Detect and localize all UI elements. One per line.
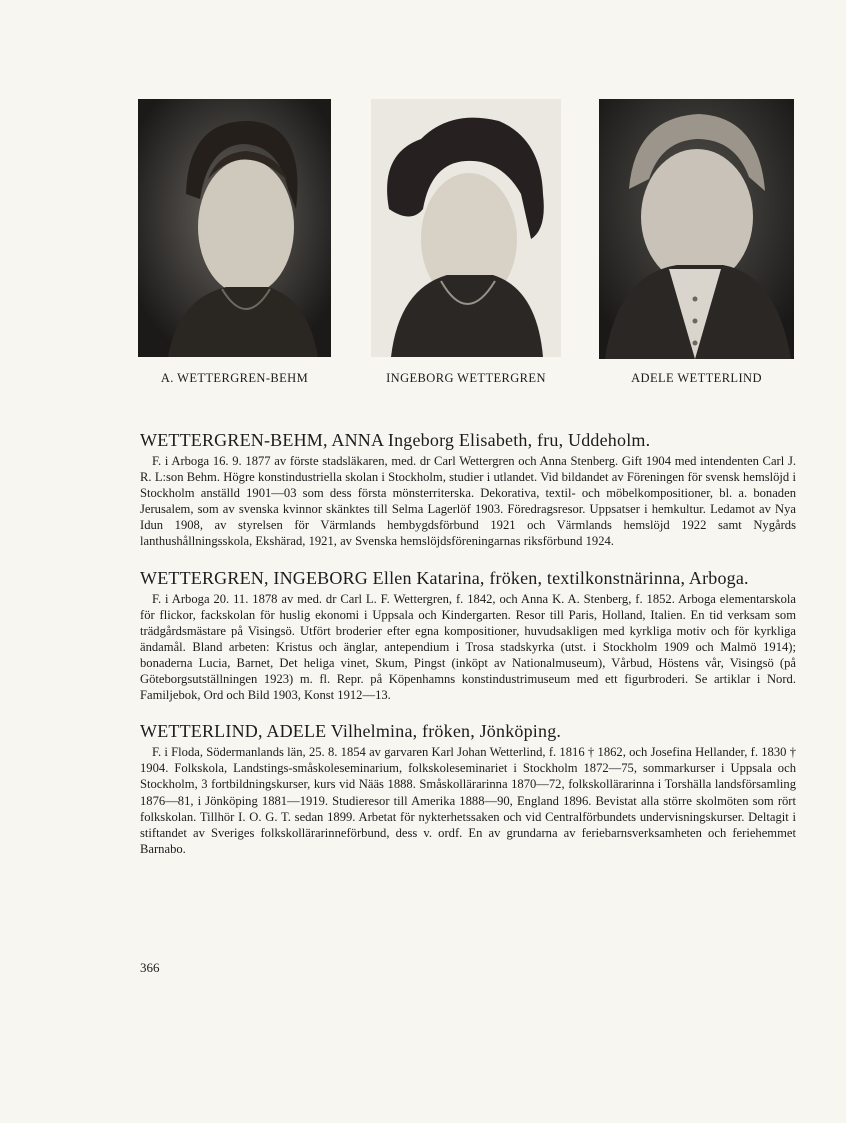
portrait-caption: INGEBORG WETTERGREN	[386, 371, 546, 385]
entry-body: F. i Arboga 20. 11. 1878 av med. dr Carl L. F. Wettergren, f. 1842, och Anna K. A. Stenberg, f. 1852. Arboga elementarskola för flickor, fackskolan för huslig ekonomi i Uppsala och Kindergarten. Resor till Paris, Holland, Italien. En tid verksam som trädgårdsmästare på Visingsö. Utfört broderier efter egna kompositioner, huvudsakligen med kyrkliga motiv och för kyrkliga ändamål. Bland arbeten: Kristus och änglar, antependium i Trosa stadskyrka (utst. i Stockholm 1909 och Malmö 1914); bonaderna Lucia, Barnet, Det heliga vinet, Skum, Pingst (inköpt av Nationalmuseum), Vårbud, Höstens vår, Visingsö (på Göteborgsutställningen 1923) m. fl. Repr. på Köpenhamns konstindustrimuseum med ett figurbroderi. Se artiklar i Nord. Familjebok, Ord och Bild 1903, Konst 1912—13.	[140, 591, 796, 703]
entry-heading: WETTERLIND, ADELE Vilhelmina, fröken, Jönköping.	[140, 721, 562, 742]
biography-entry	[140, 430, 796, 550]
portrait-caption: ADELE WETTERLIND	[631, 371, 762, 385]
portrait-row	[138, 99, 794, 399]
portrait-image	[138, 99, 331, 357]
biography-entries	[140, 430, 796, 875]
biography-entry	[140, 721, 796, 857]
portrait-image	[599, 99, 794, 359]
entry-heading: WETTERGREN, INGEBORG Ellen Katarina, fröken, textilkonstnärinna, Arboga.	[140, 567, 749, 588]
portrait-caption: A. WETTERGREN-BEHM	[160, 371, 309, 385]
portrait-adele-wetterlind	[599, 99, 794, 385]
entry-body: F. i Floda, Södermanlands län, 25. 8. 1854 av garvaren Karl Johan Wetterlind, f. 1816 † 1862, och Josefina Hellander, f. 1830 † 1904. Folkskola, Landstings-småskoleseminarium, folkskoleseminariet i Stockholm 1872—75, sommarkurser i Uppsala och Stockholm, 3 fortbildningskurser, kurs vid Nääs 1888. Småskollärarinna 1870—72, folkskollärarinna i Torshälla landsförsamling 1876—81, i Jönköping 1881—1919. Studieresor till Amerika 1888—90, England 1896. Bevistat alla större skolmöten som rört folkskolan. Tillhör I. O. G. T. sedan 1899. Arbetat för nykterhetssaken och vid Centralförbundets undervisningskurser. Deltagit i stiftandet av Sveriges folkskollärarinneförbund, dess v. ordf. En av grundarna av feriebarnsverksamheten och feriehemmet Barnabo.	[140, 745, 796, 856]
entry-body: F. i Arboga 16. 9. 1877 av förste stadsläkaren, med. dr Carl Wettergren och Anna Stenberg. Gift 1904 med intendenten Carl J. R. L:son Behm. Högre konstindustriella skolan i Stockholm, studier i utlandet. Vid bildandet av Föreningen för svensk hemslöjd i Stockholm anställd 1901—03 som dess första mönsterriterska. Dekorativa, textil- och möbelkompositioner, bl. a. bonaden Jerusalem, som av svenska kvinnor skänktes till Selma Lagerlöf 1903. Föredragsresor. Uppsatser i hemkultur. Ledamot av Nya Idun 1908, av styrelsen för Värmlands hembygdsförbund 1921 och Värmlands hemslöjd 1922 samt Nygårds lanthushållningsskola, Ekshärad, 1921, av Svenska hemslöjdsföreningarnas riksförbund 1924.	[140, 454, 796, 549]
portrait-wettergren-behm	[138, 99, 331, 385]
portrait-photo	[599, 99, 794, 359]
entry-heading: WETTERGREN-BEHM, ANNA Ingeborg Elisabeth, fru, Uddeholm.	[140, 430, 651, 450]
portrait-photo	[138, 99, 331, 357]
page-number: 366	[140, 960, 160, 975]
portrait-photo	[371, 99, 561, 357]
portrait-ingeborg-wettergren	[371, 99, 561, 385]
biography-entry	[140, 568, 796, 704]
portrait-image	[371, 99, 561, 357]
